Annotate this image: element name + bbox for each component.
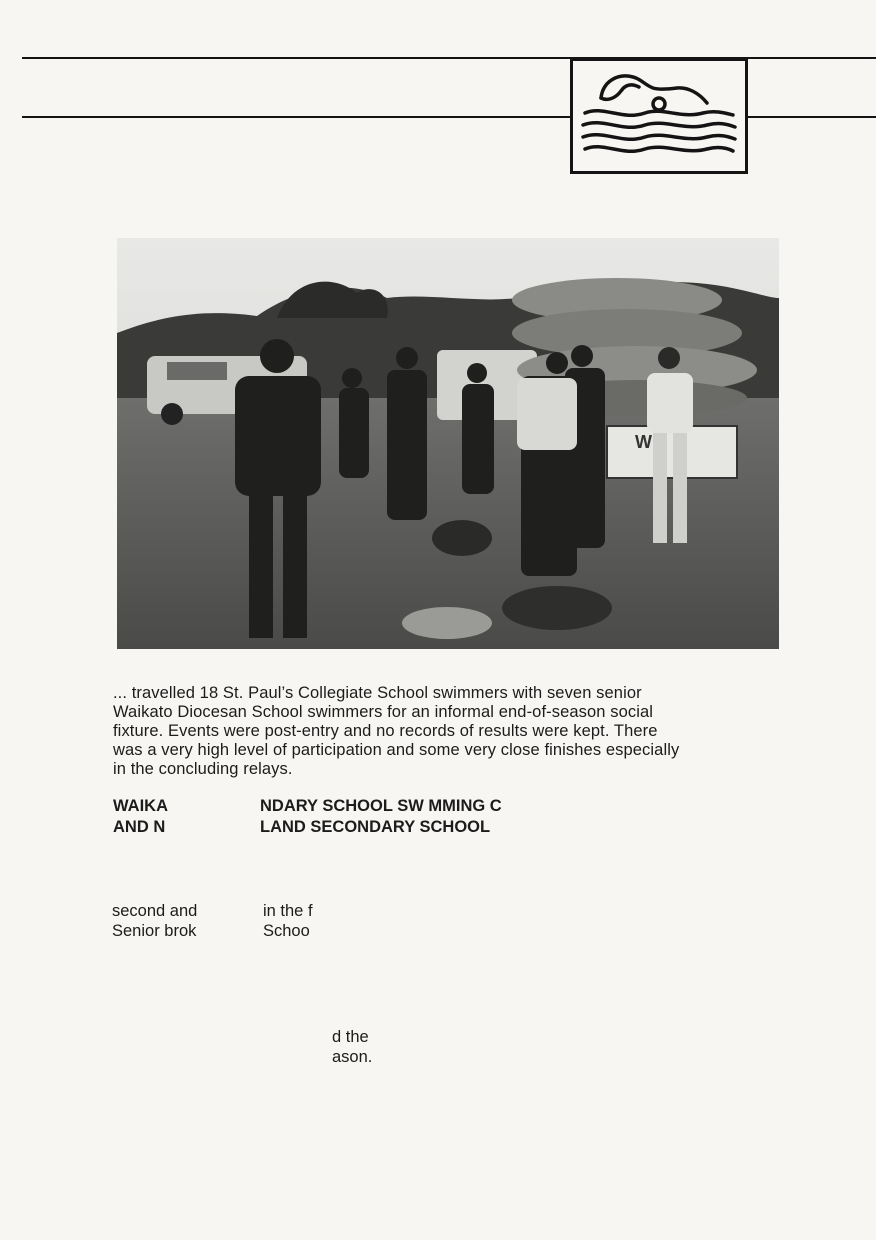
caption-line: ... travelled 18 St. Paul’s Collegiate School swimmers with seven senior <box>113 684 642 702</box>
text-fragment: d the <box>332 1028 369 1046</box>
team-photo <box>117 238 779 649</box>
text-fragment: ason. <box>332 1048 373 1066</box>
heading-left-line2: AND N <box>113 818 166 836</box>
heading-left-line1: WAIKA <box>113 797 168 815</box>
heading-right-line1: NDARY SCHOOL SW MMING C <box>260 797 502 815</box>
svg-text:W: W <box>635 432 652 452</box>
swimmer-icon <box>573 61 745 171</box>
photo-caption <box>113 684 783 779</box>
text-fragment: in the f <box>263 902 313 920</box>
text-fragment: second and <box>112 902 198 920</box>
caption-line: was a very high level of participation and some very close finishes especially <box>113 741 680 759</box>
text-fragment: Senior brok <box>112 922 197 940</box>
text-fragment: Schoo <box>263 922 310 940</box>
caption-line: Waikato Diocesan School swimmers for an informal end-of-season social <box>113 703 654 721</box>
caption-line: fixture. Events were post-entry and no records of results were kept. There <box>113 722 658 740</box>
caption-line: in the concluding relays. <box>113 760 293 778</box>
swimming-emblem <box>570 58 748 174</box>
heading-right-line2: LAND SECONDARY SCHOOL <box>260 818 491 836</box>
